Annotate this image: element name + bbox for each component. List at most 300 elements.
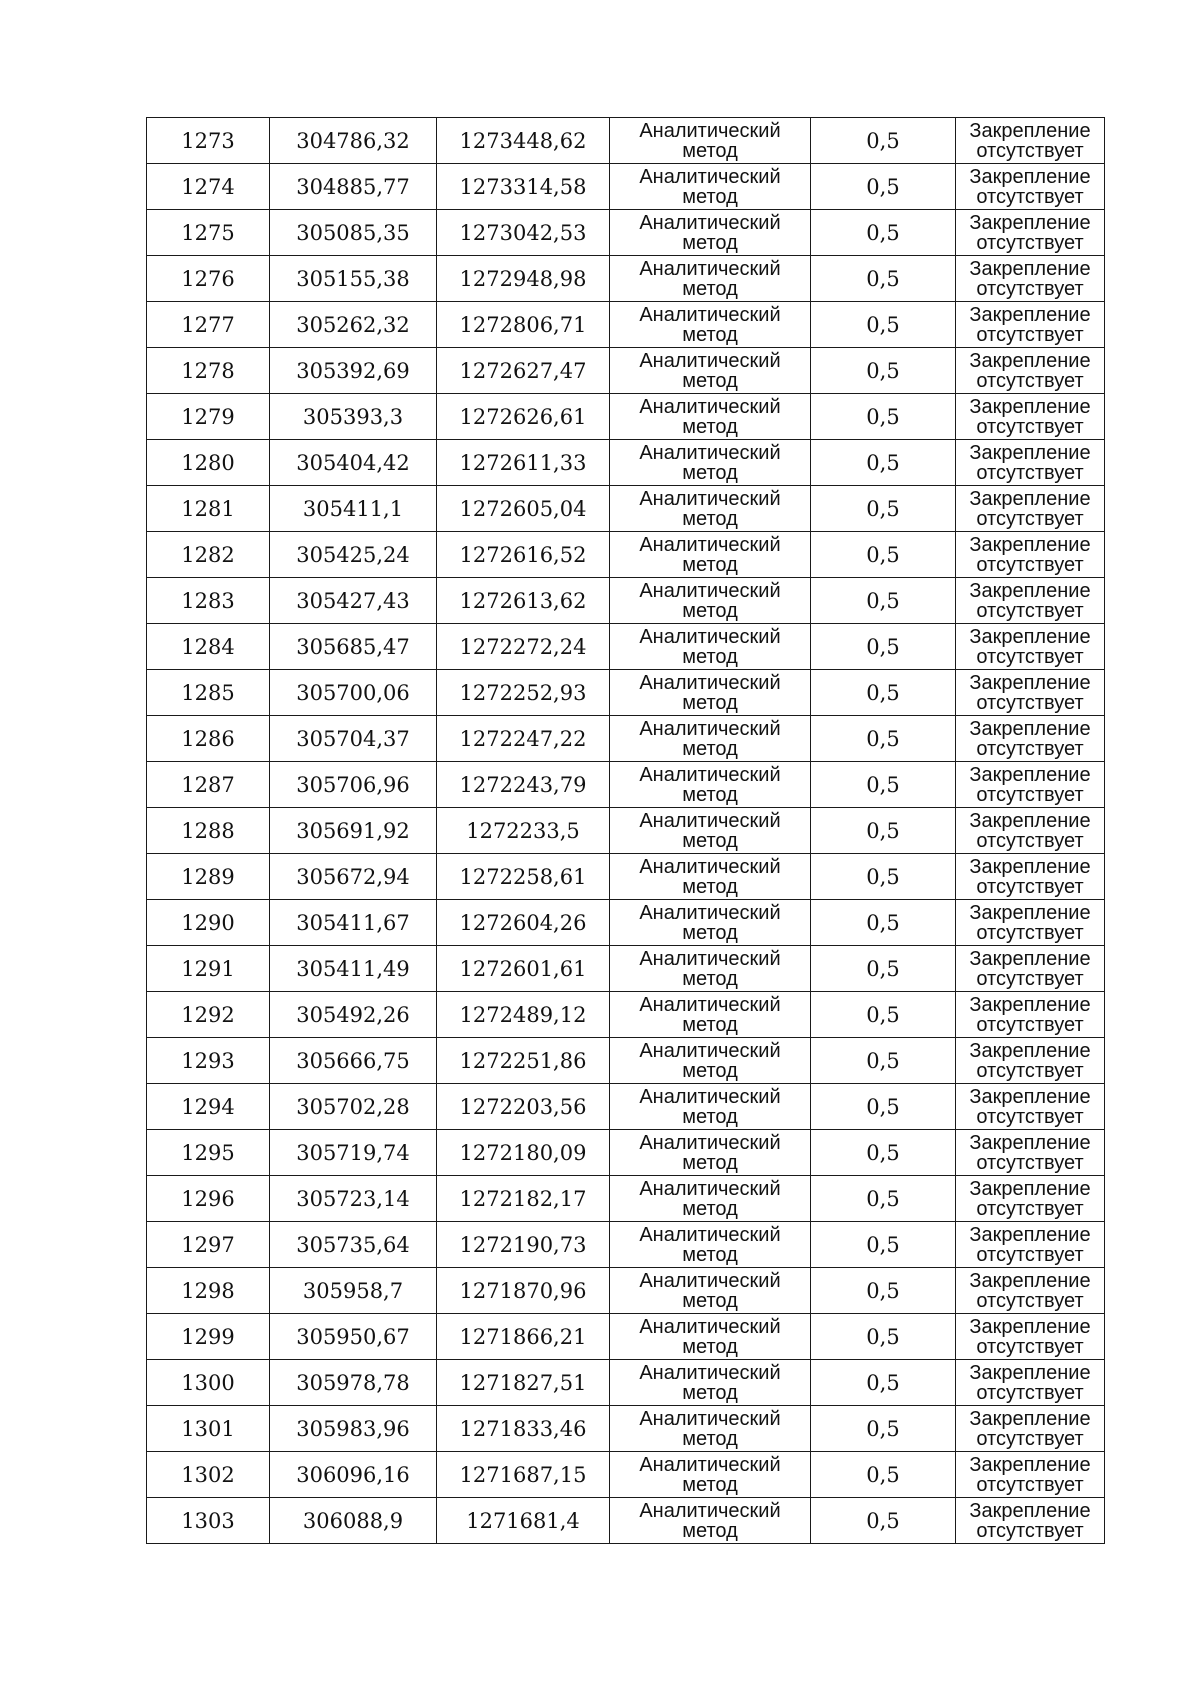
method-line-1: Аналитический	[639, 1315, 781, 1338]
point-number-cell: 1299	[147, 1314, 270, 1360]
method-line-1: Аналитический	[639, 1177, 781, 1200]
fixing-line-1: Закрепление	[969, 257, 1091, 280]
fixing-cell	[956, 1176, 1105, 1222]
y-coordinate-cell: 1271827,51	[437, 1360, 610, 1406]
method-line-1: Аналитический	[639, 901, 781, 924]
method-cell	[610, 716, 811, 762]
fixing-line-1: Закрепление	[969, 1499, 1091, 1522]
point-number-cell: 1297	[147, 1222, 270, 1268]
fixing-line-1: Закрепление	[969, 441, 1091, 464]
fixing-cell	[956, 1084, 1105, 1130]
y-coordinate-cell: 1271870,96	[437, 1268, 610, 1314]
accuracy-cell: 0,5	[811, 210, 956, 256]
y-coordinate-cell: 1273314,58	[437, 164, 610, 210]
fixing-line-2: отсутствует	[976, 415, 1084, 438]
x-coordinate-cell: 305983,96	[270, 1406, 437, 1452]
x-coordinate-cell: 305666,75	[270, 1038, 437, 1084]
y-coordinate-cell: 1272627,47	[437, 348, 610, 394]
fixing-line-1: Закрепление	[969, 119, 1091, 142]
fixing-line-1: Закрепление	[969, 1407, 1091, 1430]
method-line-2: метод	[682, 599, 738, 622]
method-line-1: Аналитический	[639, 349, 781, 372]
method-line-1: Аналитический	[639, 809, 781, 832]
table-row	[147, 854, 1105, 900]
method-line-1: Аналитический	[639, 1407, 781, 1430]
x-coordinate-cell: 305735,64	[270, 1222, 437, 1268]
accuracy-cell: 0,5	[811, 164, 956, 210]
accuracy-cell: 0,5	[811, 256, 956, 302]
x-coordinate-cell: 305492,26	[270, 992, 437, 1038]
point-number-cell: 1301	[147, 1406, 270, 1452]
accuracy-cell: 0,5	[811, 440, 956, 486]
accuracy-cell: 0,5	[811, 1084, 956, 1130]
method-line-2: метод	[682, 461, 738, 484]
method-line-2: метод	[682, 1427, 738, 1450]
table-row	[147, 348, 1105, 394]
y-coordinate-cell: 1272190,73	[437, 1222, 610, 1268]
method-line-1: Аналитический	[639, 579, 781, 602]
fixing-cell	[956, 1452, 1105, 1498]
fixing-line-2: отсутствует	[976, 1059, 1084, 1082]
table-row	[147, 624, 1105, 670]
fixing-line-2: отсутствует	[976, 875, 1084, 898]
y-coordinate-cell: 1272626,61	[437, 394, 610, 440]
method-cell	[610, 256, 811, 302]
x-coordinate-cell: 305672,94	[270, 854, 437, 900]
fixing-line-1: Закрепление	[969, 901, 1091, 924]
fixing-line-2: отсутствует	[976, 921, 1084, 944]
accuracy-cell: 0,5	[811, 394, 956, 440]
method-line-2: метод	[682, 277, 738, 300]
accuracy-cell: 0,5	[811, 1314, 956, 1360]
point-number-cell: 1295	[147, 1130, 270, 1176]
x-coordinate-cell: 305411,49	[270, 946, 437, 992]
point-number-cell: 1298	[147, 1268, 270, 1314]
fixing-cell	[956, 1222, 1105, 1268]
method-cell	[610, 1176, 811, 1222]
method-cell	[610, 486, 811, 532]
accuracy-cell: 0,5	[811, 1360, 956, 1406]
y-coordinate-cell: 1272806,71	[437, 302, 610, 348]
fixing-cell	[956, 118, 1105, 164]
y-coordinate-cell: 1272243,79	[437, 762, 610, 808]
point-number-cell: 1283	[147, 578, 270, 624]
point-number-cell: 1300	[147, 1360, 270, 1406]
fixing-line-2: отсутствует	[976, 1381, 1084, 1404]
table-row	[147, 302, 1105, 348]
method-line-1: Аналитический	[639, 119, 781, 142]
method-line-2: метод	[682, 185, 738, 208]
method-line-1: Аналитический	[639, 763, 781, 786]
method-line-2: метод	[682, 783, 738, 806]
fixing-line-1: Закрепление	[969, 855, 1091, 878]
table-row	[147, 118, 1105, 164]
table-row	[147, 578, 1105, 624]
method-line-1: Аналитический	[639, 1039, 781, 1062]
method-line-2: метод	[682, 1151, 738, 1174]
x-coordinate-cell: 305723,14	[270, 1176, 437, 1222]
method-line-2: метод	[682, 1473, 738, 1496]
y-coordinate-cell: 1272180,09	[437, 1130, 610, 1176]
table-row	[147, 1084, 1105, 1130]
accuracy-cell: 0,5	[811, 486, 956, 532]
method-line-1: Аналитический	[639, 625, 781, 648]
fixing-line-1: Закрепление	[969, 1361, 1091, 1384]
method-cell	[610, 808, 811, 854]
x-coordinate-cell: 305411,67	[270, 900, 437, 946]
method-cell	[610, 210, 811, 256]
point-number-cell: 1276	[147, 256, 270, 302]
accuracy-cell: 0,5	[811, 578, 956, 624]
x-coordinate-cell: 306088,9	[270, 1498, 437, 1544]
method-line-2: метод	[682, 1105, 738, 1128]
method-cell	[610, 1038, 811, 1084]
point-number-cell: 1273	[147, 118, 270, 164]
accuracy-cell: 0,5	[811, 900, 956, 946]
fixing-cell	[956, 992, 1105, 1038]
accuracy-cell: 0,5	[811, 716, 956, 762]
y-coordinate-cell: 1272616,52	[437, 532, 610, 578]
fixing-cell	[956, 1406, 1105, 1452]
method-line-2: метод	[682, 1197, 738, 1220]
y-coordinate-cell: 1272272,24	[437, 624, 610, 670]
fixing-cell	[956, 624, 1105, 670]
method-cell	[610, 394, 811, 440]
method-cell	[610, 1130, 811, 1176]
y-coordinate-cell: 1272489,12	[437, 992, 610, 1038]
fixing-line-1: Закрепление	[969, 1131, 1091, 1154]
point-number-cell: 1279	[147, 394, 270, 440]
fixing-line-2: отсутствует	[976, 323, 1084, 346]
x-coordinate-cell: 305702,28	[270, 1084, 437, 1130]
y-coordinate-cell: 1272252,93	[437, 670, 610, 716]
fixing-line-1: Закрепление	[969, 1177, 1091, 1200]
table-row	[147, 164, 1105, 210]
accuracy-cell: 0,5	[811, 624, 956, 670]
accuracy-cell: 0,5	[811, 946, 956, 992]
method-line-2: метод	[682, 231, 738, 254]
method-cell	[610, 854, 811, 900]
x-coordinate-cell: 305958,7	[270, 1268, 437, 1314]
fixing-line-1: Закрепление	[969, 1453, 1091, 1476]
method-line-1: Аналитический	[639, 1223, 781, 1246]
method-line-2: метод	[682, 323, 738, 346]
table-row	[147, 762, 1105, 808]
table-row	[147, 1452, 1105, 1498]
y-coordinate-cell: 1271681,4	[437, 1498, 610, 1544]
fixing-line-1: Закрепление	[969, 1269, 1091, 1292]
accuracy-cell: 0,5	[811, 1406, 956, 1452]
point-number-cell: 1293	[147, 1038, 270, 1084]
fixing-cell	[956, 348, 1105, 394]
y-coordinate-cell: 1272613,62	[437, 578, 610, 624]
fixing-cell	[956, 486, 1105, 532]
point-number-cell: 1287	[147, 762, 270, 808]
fixing-line-2: отсутствует	[976, 691, 1084, 714]
fixing-line-2: отсутствует	[976, 1013, 1084, 1036]
point-number-cell: 1282	[147, 532, 270, 578]
method-cell	[610, 1222, 811, 1268]
method-line-1: Аналитический	[639, 1131, 781, 1154]
fixing-cell	[956, 394, 1105, 440]
fixing-line-1: Закрепление	[969, 1039, 1091, 1062]
point-number-cell: 1278	[147, 348, 270, 394]
fixing-line-1: Закрепление	[969, 1085, 1091, 1108]
method-line-1: Аналитический	[639, 533, 781, 556]
method-line-1: Аналитический	[639, 993, 781, 1016]
accuracy-cell: 0,5	[811, 762, 956, 808]
method-line-2: метод	[682, 415, 738, 438]
method-line-2: метод	[682, 967, 738, 990]
method-line-2: метод	[682, 921, 738, 944]
point-number-cell: 1296	[147, 1176, 270, 1222]
fixing-cell	[956, 670, 1105, 716]
x-coordinate-cell: 305978,78	[270, 1360, 437, 1406]
accuracy-cell: 0,5	[811, 1268, 956, 1314]
accuracy-cell: 0,5	[811, 1498, 956, 1544]
fixing-cell	[956, 256, 1105, 302]
method-line-2: метод	[682, 369, 738, 392]
method-cell	[610, 1498, 811, 1544]
method-line-1: Аналитический	[639, 1361, 781, 1384]
fixing-line-1: Закрепление	[969, 211, 1091, 234]
fixing-line-2: отсутствует	[976, 645, 1084, 668]
fixing-cell	[956, 946, 1105, 992]
method-line-1: Аналитический	[639, 487, 781, 510]
coordinates-table-body	[147, 118, 1105, 1544]
fixing-cell	[956, 1360, 1105, 1406]
table-row	[147, 486, 1105, 532]
method-line-2: метод	[682, 1381, 738, 1404]
point-number-cell: 1275	[147, 210, 270, 256]
method-cell	[610, 532, 811, 578]
method-line-1: Аналитический	[639, 303, 781, 326]
method-cell	[610, 1268, 811, 1314]
fixing-cell	[956, 532, 1105, 578]
method-line-1: Аналитический	[639, 1453, 781, 1476]
fixing-line-2: отсутствует	[976, 1519, 1084, 1542]
fixing-line-2: отсутствует	[976, 507, 1084, 530]
fixing-line-1: Закрепление	[969, 349, 1091, 372]
x-coordinate-cell: 306096,16	[270, 1452, 437, 1498]
fixing-line-2: отсутствует	[976, 599, 1084, 622]
point-number-cell: 1292	[147, 992, 270, 1038]
table-row	[147, 256, 1105, 302]
method-line-2: метод	[682, 829, 738, 852]
fixing-line-1: Закрепление	[969, 1315, 1091, 1338]
method-line-1: Аналитический	[639, 1269, 781, 1292]
fixing-line-1: Закрепление	[969, 579, 1091, 602]
method-line-1: Аналитический	[639, 947, 781, 970]
fixing-line-1: Закрепление	[969, 165, 1091, 188]
x-coordinate-cell: 305411,1	[270, 486, 437, 532]
method-line-2: метод	[682, 1289, 738, 1312]
fixing-cell	[956, 716, 1105, 762]
x-coordinate-cell: 304786,32	[270, 118, 437, 164]
point-number-cell: 1277	[147, 302, 270, 348]
method-line-2: метод	[682, 553, 738, 576]
fixing-line-2: отсутствует	[976, 1197, 1084, 1220]
fixing-cell	[956, 440, 1105, 486]
fixing-line-2: отсутствует	[976, 461, 1084, 484]
fixing-cell	[956, 1268, 1105, 1314]
x-coordinate-cell: 305700,06	[270, 670, 437, 716]
method-line-1: Аналитический	[639, 165, 781, 188]
method-cell	[610, 440, 811, 486]
x-coordinate-cell: 305404,42	[270, 440, 437, 486]
table-row	[147, 716, 1105, 762]
table-row	[147, 808, 1105, 854]
method-line-1: Аналитический	[639, 257, 781, 280]
method-line-2: метод	[682, 691, 738, 714]
x-coordinate-cell: 305950,67	[270, 1314, 437, 1360]
method-line-1: Аналитический	[639, 395, 781, 418]
fixing-line-2: отсутствует	[976, 783, 1084, 806]
method-line-1: Аналитический	[639, 717, 781, 740]
fixing-line-2: отсутствует	[976, 277, 1084, 300]
fixing-cell	[956, 1314, 1105, 1360]
y-coordinate-cell: 1272203,56	[437, 1084, 610, 1130]
point-number-cell: 1290	[147, 900, 270, 946]
method-line-2: метод	[682, 1519, 738, 1542]
method-cell	[610, 164, 811, 210]
method-line-2: метод	[682, 507, 738, 530]
y-coordinate-cell: 1272182,17	[437, 1176, 610, 1222]
method-cell	[610, 670, 811, 716]
fixing-line-1: Закрепление	[969, 947, 1091, 970]
point-number-cell: 1284	[147, 624, 270, 670]
point-number-cell: 1288	[147, 808, 270, 854]
fixing-line-2: отсутствует	[976, 369, 1084, 392]
method-line-2: метод	[682, 139, 738, 162]
method-cell	[610, 762, 811, 808]
table-row	[147, 1176, 1105, 1222]
method-cell	[610, 1314, 811, 1360]
fixing-line-2: отсутствует	[976, 139, 1084, 162]
table-row	[147, 1130, 1105, 1176]
method-line-1: Аналитический	[639, 671, 781, 694]
fixing-line-1: Закрепление	[969, 1223, 1091, 1246]
y-coordinate-cell: 1272233,5	[437, 808, 610, 854]
x-coordinate-cell: 305393,3	[270, 394, 437, 440]
x-coordinate-cell: 305392,69	[270, 348, 437, 394]
method-line-2: метод	[682, 875, 738, 898]
fixing-cell	[956, 164, 1105, 210]
y-coordinate-cell: 1272251,86	[437, 1038, 610, 1084]
fixing-line-2: отсутствует	[976, 967, 1084, 990]
fixing-line-2: отсутствует	[976, 553, 1084, 576]
fixing-cell	[956, 762, 1105, 808]
point-number-cell: 1281	[147, 486, 270, 532]
fixing-line-2: отсутствует	[976, 737, 1084, 760]
accuracy-cell: 0,5	[811, 1130, 956, 1176]
table-row	[147, 210, 1105, 256]
y-coordinate-cell: 1272948,98	[437, 256, 610, 302]
x-coordinate-cell: 305691,92	[270, 808, 437, 854]
coordinates-table	[146, 117, 1105, 1544]
point-number-cell: 1274	[147, 164, 270, 210]
table-row	[147, 670, 1105, 716]
fixing-line-1: Закрепление	[969, 993, 1091, 1016]
table-row	[147, 1038, 1105, 1084]
table-row	[147, 946, 1105, 992]
x-coordinate-cell: 305427,43	[270, 578, 437, 624]
y-coordinate-cell: 1271866,21	[437, 1314, 610, 1360]
fixing-line-1: Закрепление	[969, 487, 1091, 510]
table-row	[147, 394, 1105, 440]
x-coordinate-cell: 305704,37	[270, 716, 437, 762]
table-row	[147, 1268, 1105, 1314]
fixing-line-2: отсутствует	[976, 1289, 1084, 1312]
table-row	[147, 1498, 1105, 1544]
fixing-line-2: отсутствует	[976, 231, 1084, 254]
fixing-line-1: Закрепление	[969, 763, 1091, 786]
fixing-line-1: Закрепление	[969, 395, 1091, 418]
y-coordinate-cell: 1271687,15	[437, 1452, 610, 1498]
fixing-cell	[956, 302, 1105, 348]
point-number-cell: 1285	[147, 670, 270, 716]
point-number-cell: 1291	[147, 946, 270, 992]
point-number-cell: 1280	[147, 440, 270, 486]
fixing-line-2: отсутствует	[976, 1243, 1084, 1266]
method-cell	[610, 1360, 811, 1406]
x-coordinate-cell: 305425,24	[270, 532, 437, 578]
accuracy-cell: 0,5	[811, 808, 956, 854]
accuracy-cell: 0,5	[811, 1222, 956, 1268]
method-line-1: Аналитический	[639, 211, 781, 234]
fixing-line-1: Закрепление	[969, 303, 1091, 326]
y-coordinate-cell: 1273042,53	[437, 210, 610, 256]
fixing-cell	[956, 808, 1105, 854]
method-cell	[610, 118, 811, 164]
y-coordinate-cell: 1272605,04	[437, 486, 610, 532]
method-line-2: метод	[682, 645, 738, 668]
x-coordinate-cell: 305719,74	[270, 1130, 437, 1176]
fixing-line-2: отсутствует	[976, 829, 1084, 852]
x-coordinate-cell: 305262,32	[270, 302, 437, 348]
y-coordinate-cell: 1272611,33	[437, 440, 610, 486]
y-coordinate-cell: 1271833,46	[437, 1406, 610, 1452]
fixing-cell	[956, 210, 1105, 256]
fixing-line-1: Закрепление	[969, 671, 1091, 694]
fixing-line-2: отсутствует	[976, 1473, 1084, 1496]
method-line-1: Аналитический	[639, 1085, 781, 1108]
method-cell	[610, 624, 811, 670]
table-row	[147, 1222, 1105, 1268]
fixing-line-1: Закрепление	[969, 809, 1091, 832]
fixing-cell	[956, 1038, 1105, 1084]
fixing-cell	[956, 578, 1105, 624]
accuracy-cell: 0,5	[811, 532, 956, 578]
accuracy-cell: 0,5	[811, 992, 956, 1038]
table-row	[147, 1314, 1105, 1360]
method-cell	[610, 348, 811, 394]
method-cell	[610, 992, 811, 1038]
method-line-2: метод	[682, 737, 738, 760]
point-number-cell: 1294	[147, 1084, 270, 1130]
method-cell	[610, 1406, 811, 1452]
method-line-2: метод	[682, 1243, 738, 1266]
method-line-2: метод	[682, 1013, 738, 1036]
method-cell	[610, 900, 811, 946]
fixing-line-1: Закрепление	[969, 533, 1091, 556]
method-cell	[610, 946, 811, 992]
y-coordinate-cell: 1272258,61	[437, 854, 610, 900]
fixing-line-2: отсутствует	[976, 1335, 1084, 1358]
y-coordinate-cell: 1272247,22	[437, 716, 610, 762]
accuracy-cell: 0,5	[811, 670, 956, 716]
fixing-line-2: отсутствует	[976, 1105, 1084, 1128]
